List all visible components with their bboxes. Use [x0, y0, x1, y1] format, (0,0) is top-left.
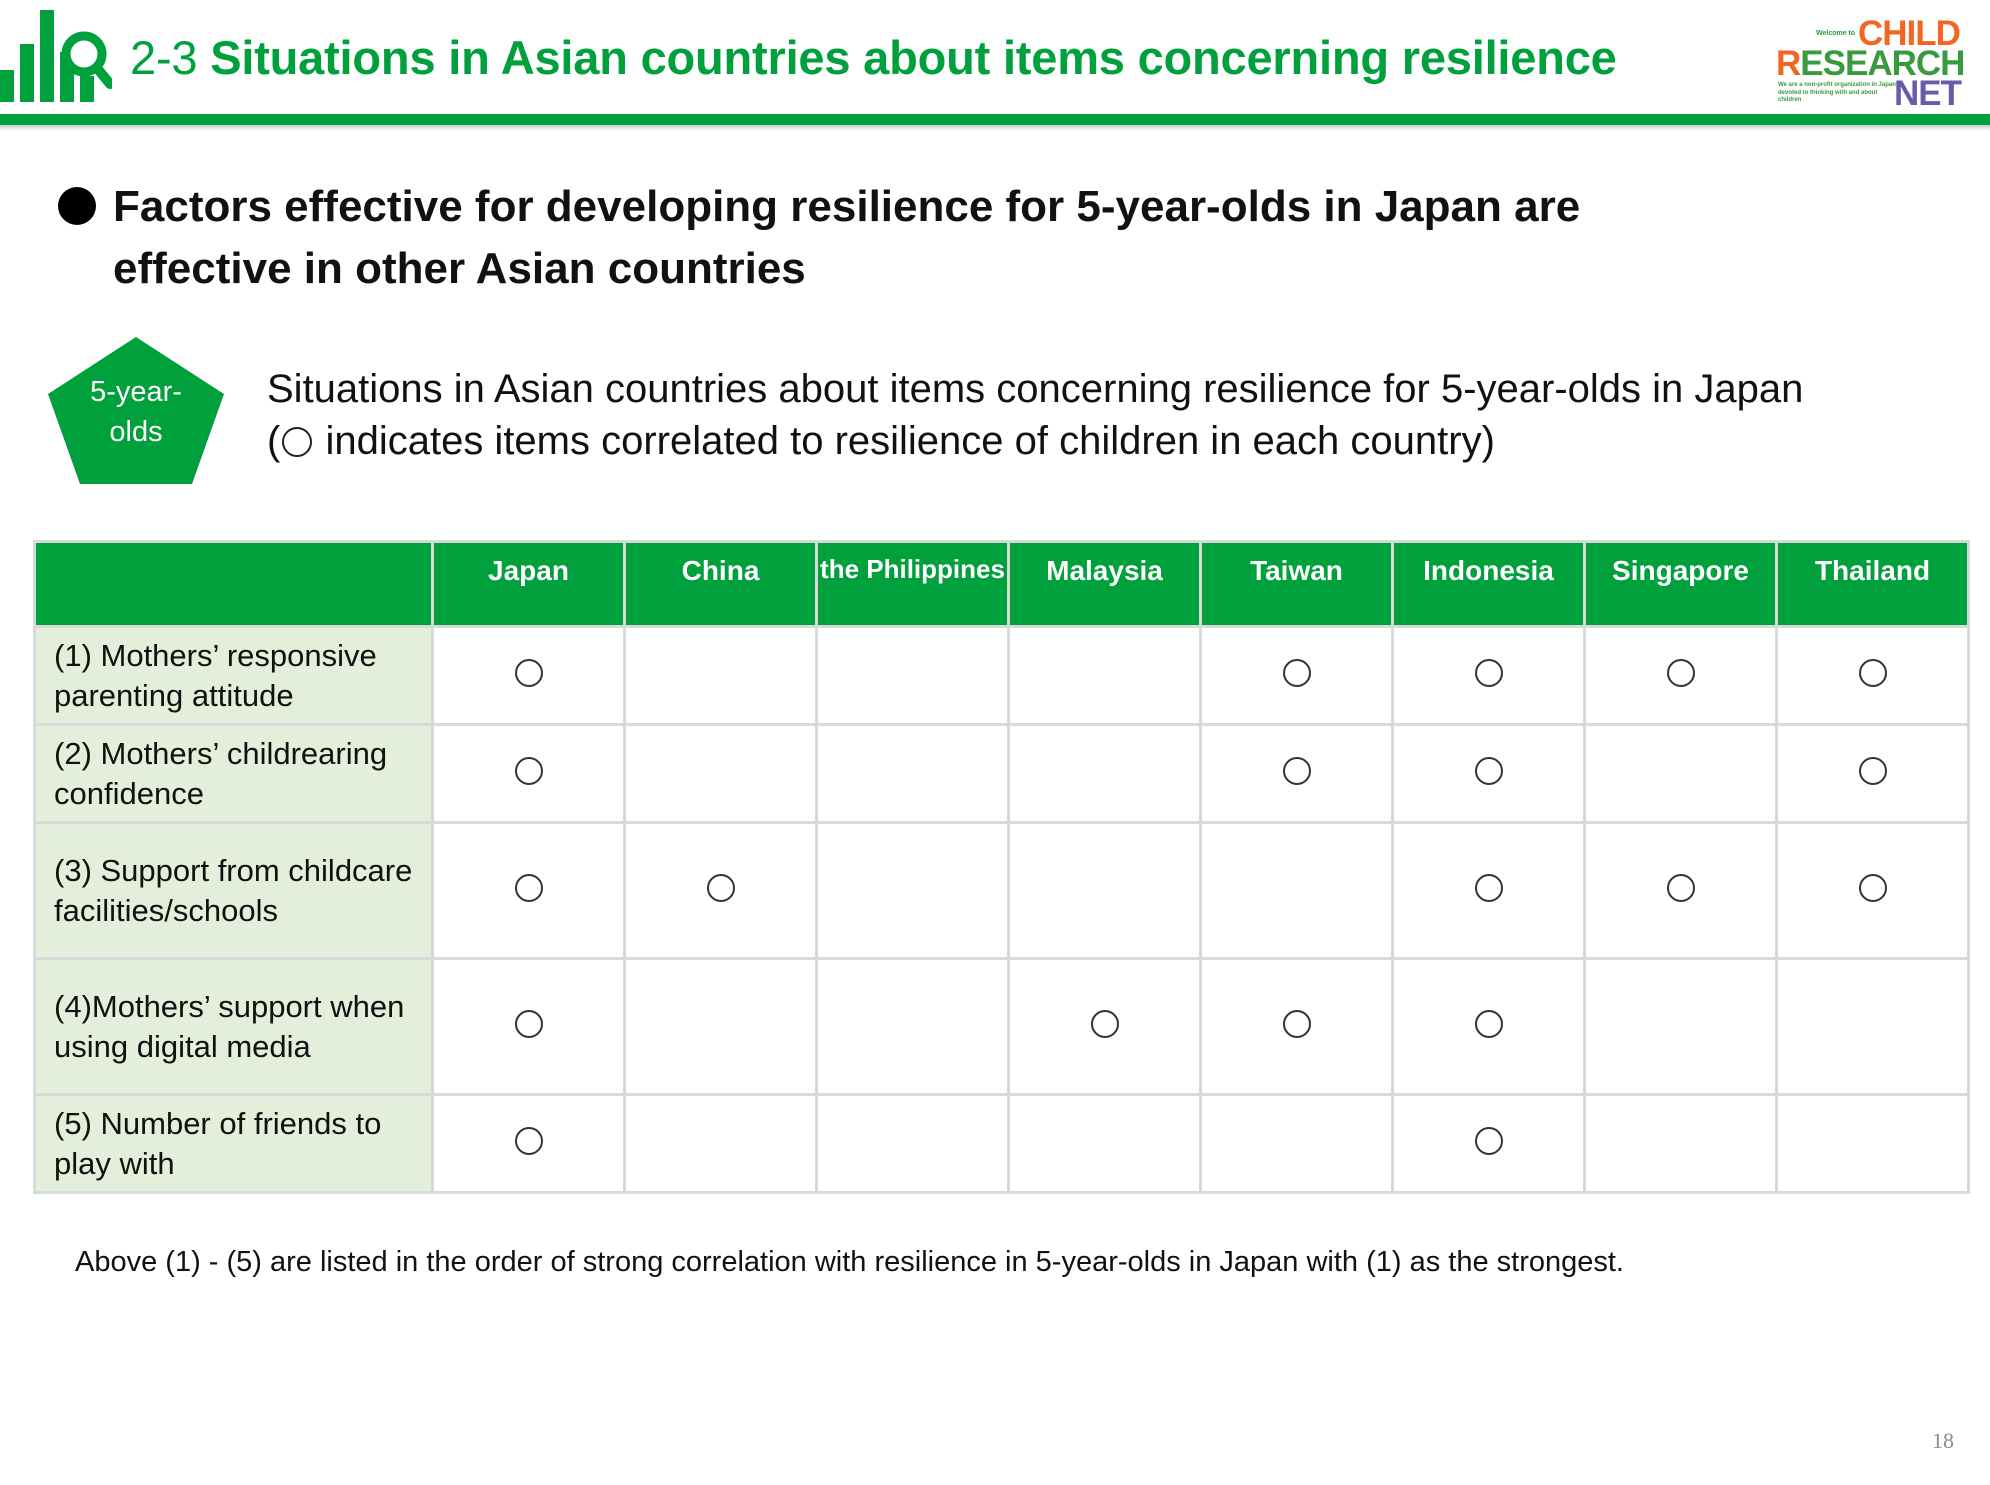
circle-mark-icon	[1475, 874, 1503, 902]
table-cell	[625, 627, 817, 725]
circle-mark-icon	[515, 757, 543, 785]
column-header: Malaysia	[1009, 542, 1201, 627]
bar-chart-magnifier-icon	[0, 8, 112, 102]
table-cell	[1393, 823, 1585, 959]
main-heading-line-2: effective in other Asian countries	[113, 244, 806, 293]
age-badge-label: 5-year- olds	[90, 376, 182, 448]
header-divider-shadow	[0, 125, 1990, 131]
table-cell	[1201, 1095, 1393, 1193]
table-cell	[817, 627, 1009, 725]
column-header: China	[625, 542, 817, 627]
table-cell	[817, 1095, 1009, 1193]
table-caption	[267, 363, 1803, 467]
row-label: (2) Mothers’ childrearing confidence	[35, 725, 433, 823]
table-cell	[1777, 959, 1969, 1095]
table-cell	[625, 823, 817, 959]
circle-mark-icon	[515, 1010, 543, 1038]
table-cell	[1777, 627, 1969, 725]
table-row	[35, 627, 1969, 725]
table-cell	[625, 725, 817, 823]
table-cell	[433, 823, 625, 959]
column-header: the Philippines	[817, 542, 1009, 627]
table-cell	[1393, 725, 1585, 823]
section-number: 2-3	[130, 31, 198, 84]
page-number: 18	[1932, 1428, 1954, 1453]
table-cell	[1585, 725, 1777, 823]
column-header: Singapore	[1585, 542, 1777, 627]
table-cell	[1777, 1095, 1969, 1193]
table-cell	[625, 959, 817, 1095]
row-label: (3) Support from childcare facilities/schools	[35, 823, 433, 959]
circle-mark-icon	[1667, 659, 1695, 687]
table-cell	[1585, 1095, 1777, 1193]
table-cell	[1585, 627, 1777, 725]
main-heading-line-1: Factors effective for developing resilience for 5-year-olds in Japan are	[113, 182, 1581, 231]
slide-title	[130, 30, 1617, 85]
table-caption-line-2: ( indicates items correlated to resilience of children in each country)	[267, 419, 1495, 463]
table-cell	[1585, 959, 1777, 1095]
corner-header	[35, 542, 433, 627]
circle-mark-icon	[1283, 659, 1311, 687]
circle-mark-icon	[1091, 1010, 1119, 1038]
table-cell	[1009, 823, 1201, 959]
circle-mark-icon	[515, 1127, 543, 1155]
bullet-icon	[58, 187, 96, 225]
table-header-row	[35, 542, 1969, 627]
column-header: Indonesia	[1393, 542, 1585, 627]
table-cell	[433, 959, 625, 1095]
table-cell	[433, 1095, 625, 1193]
table-row	[35, 1095, 1969, 1193]
row-label: (5) Number of friends to play with	[35, 1095, 433, 1193]
table-cell	[1393, 959, 1585, 1095]
circle-mark-icon	[707, 874, 735, 902]
column-header: Japan	[433, 542, 625, 627]
table-cell	[1201, 823, 1393, 959]
table-cell	[817, 959, 1009, 1095]
table-row	[35, 725, 1969, 823]
circle-mark-icon	[1859, 757, 1887, 785]
table-caption-line-1: Situations in Asian countries about items concerning resilience for 5-year-olds in Japan	[267, 367, 1804, 411]
table-row	[35, 959, 1969, 1095]
row-label: (4)Mothers’ support when using digital media	[35, 959, 433, 1095]
table-cell	[1393, 627, 1585, 725]
circle-mark-icon	[515, 659, 543, 687]
table-cell	[1585, 823, 1777, 959]
table-cell	[625, 1095, 817, 1193]
table-cell	[1201, 627, 1393, 725]
table-cell	[1009, 627, 1201, 725]
circle-mark-icon	[1475, 1010, 1503, 1038]
circle-mark-icon	[1475, 659, 1503, 687]
child-research-net-logo: Welcome to CHILD RESEARCH NET We are a non-profit organization in Japan devoted to thinking with and about children	[1776, 14, 1965, 113]
table-cell	[1009, 725, 1201, 823]
table-cell	[433, 627, 625, 725]
table-cell	[1777, 725, 1969, 823]
table-row	[35, 823, 1969, 959]
resilience-country-table	[33, 540, 1970, 1194]
circle-mark-icon	[1475, 757, 1503, 785]
section-title: Situations in Asian countries about items concerning resilience	[210, 31, 1617, 84]
table-cell	[1393, 1095, 1585, 1193]
table-cell	[1009, 959, 1201, 1095]
circle-mark-icon	[1859, 659, 1887, 687]
circle-mark-icon	[1859, 874, 1887, 902]
header-divider	[0, 114, 1990, 125]
main-heading	[113, 176, 1913, 300]
table-cell	[1201, 959, 1393, 1095]
circle-mark-icon	[1475, 1127, 1503, 1155]
circle-mark-icon	[1283, 1010, 1311, 1038]
column-header: Thailand	[1777, 542, 1969, 627]
slide-header	[0, 0, 1990, 136]
circle-mark-icon	[282, 427, 312, 457]
footnote: Above (1) - (5) are listed in the order of strong correlation with resilience in 5-year-olds in Japan with (1) as the strongest.	[75, 1246, 1624, 1278]
table-cell	[817, 725, 1009, 823]
circle-mark-icon	[1283, 757, 1311, 785]
table-cell	[1009, 1095, 1201, 1193]
table-cell	[1201, 725, 1393, 823]
row-label: (1) Mothers’ responsive parenting attitude	[35, 627, 433, 725]
table-cell	[433, 725, 625, 823]
table-cell	[1777, 823, 1969, 959]
table-cell	[817, 823, 1009, 959]
column-header: Taiwan	[1201, 542, 1393, 627]
circle-mark-icon	[515, 874, 543, 902]
circle-mark-icon	[1667, 874, 1695, 902]
